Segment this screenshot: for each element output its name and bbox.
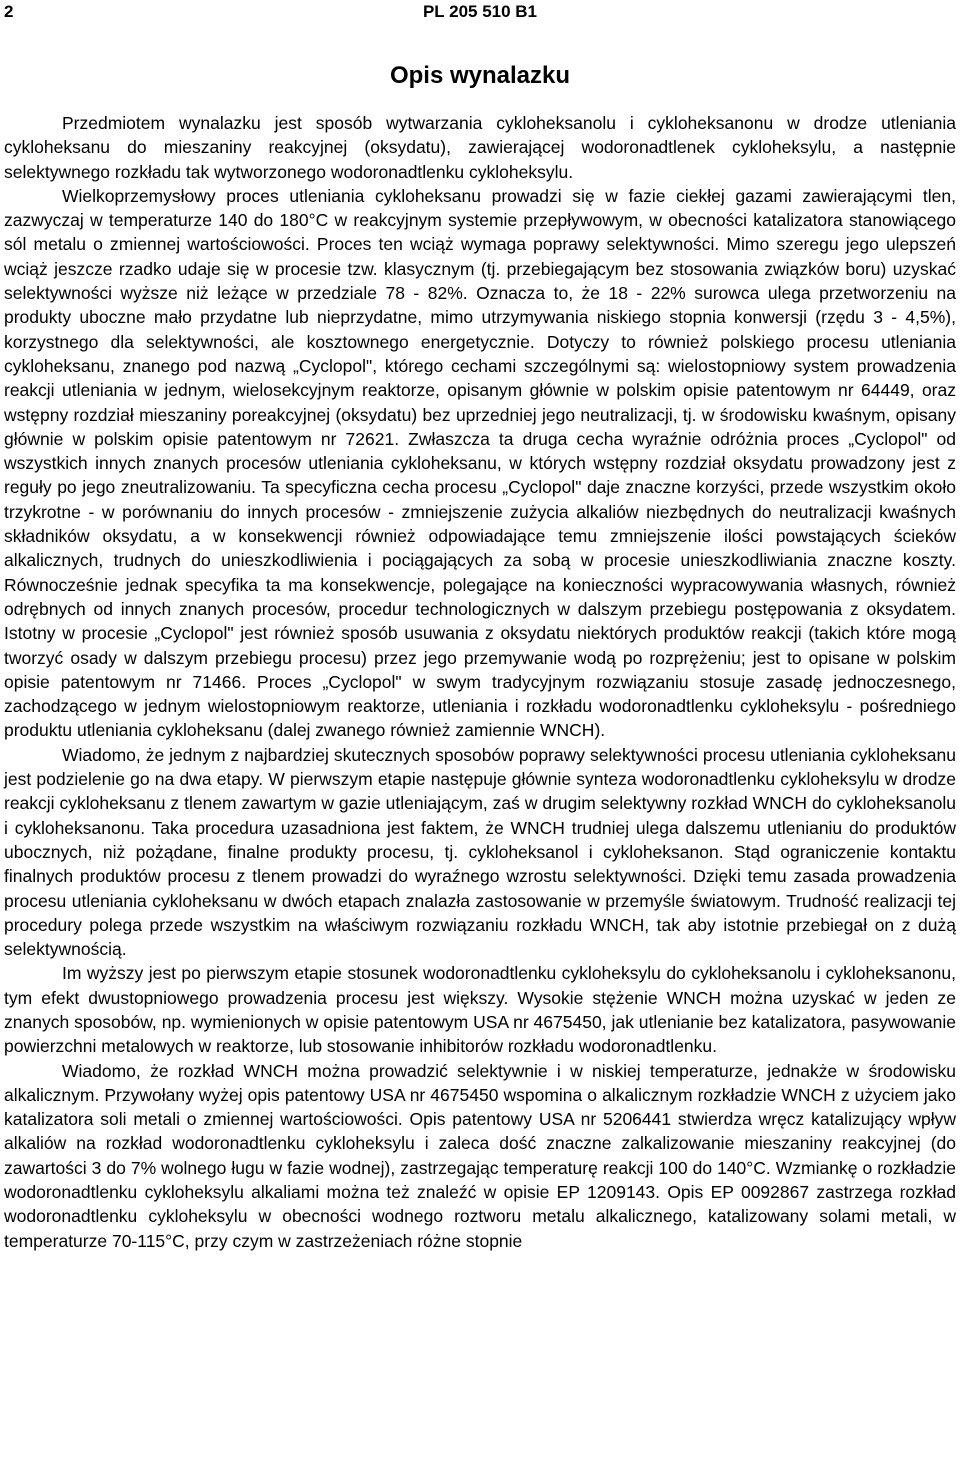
paragraph: Przedmiotem wynalazku jest sposób wytwarzania cykloheksanolu i cykloheksanonu w drodze utleniania cykloheksanu do mieszaniny reakcyjnej (oksydatu), zawierającej wodoronadtlenek cykloheksylu, a następnie selektywnego rozkładu tak wytworzonego wodoronadtlenku cykloheksylu.: [4, 113, 956, 182]
paragraph: Wiadomo, że jednym z najbardziej skutecznych sposobów poprawy selektywności procesu utleniania cykloheksanu jest podzielenie go na dwa etapy. W pierwszym etapie następuje głównie synteza wodoronadtlenku cykloheksylu w drodze reakcji cykloheksanu z tlenem zawartym w gazie utleniającym, zaś w drugim selektywny rozkład WNCH do cykloheksanolu i cykloheksanonu. Taka procedura uzasadniona jest faktem, że WNCH trudniej ulega dalszemu utlenianiu do produktów ubocznych, niż pożądane, finalne produkty procesu, tj. cykloheksanol i cykloheksanon. Stąd ograniczenie kontaktu finalnych produktów procesu z tlenem prowadzi do wyraźnego wzrostu selektywności. Dzięki temu zasada prowadzenia procesu utleniania cykloheksanu w dwóch etapach znalazła zastosowanie w przemyśle światowym. Trudność realizacji tej procedury polega przede wszystkim na właściwym rozwiązaniu rozkładu WNCH, tak aby istotnie przebiegał on z dużą selektywnością.: [4, 744, 956, 960]
document-title: Opis wynalazku: [389, 62, 571, 89]
document-body: [4, 111, 956, 1253]
page-header: [4, 2, 956, 26]
paragraph: Im wyższy jest po pierwszym etapie stosunek wodoronadtlenku cykloheksylu do cykloheksanolu i cykloheksanonu, tym efekt dwustopniowego prowadzenia procesu jest większy. Wysokie stężenie WNCH można uzyskać w jeden ze znanych sposobów, np. wymienionych w opisie patentowym USA nr 4675450, jak utlenianie bez katalizatora, pasywowanie powierzchni metalowych w reaktorze, lub stosowanie inhibitorów rozkładu wodoronadtlenku.: [4, 963, 956, 1057]
paragraph: Wielkoprzemysłowy proces utleniania cykloheksanu prowadzi się w fazie ciekłej gazami zawierającymi tlen, zazwyczaj w temperaturze 140 do 180°C w reakcyjnym systemie przepływowym, w obecności katalizatora stanowiącego sól metalu o zmiennej wartościowości. Proces ten wciąż wymaga poprawy selektywności. Mimo szeregu jego ulepszeń wciąż jeszcze rzadko udaje się w procesie tzw. klasycznym (tj. przebiegającym bez stosowania związków boru) uzyskać selektywności wyższe niż leżące w przedziale 78 - 82%. Oznacza to, że 18 - 22% surowca ulega przetworzeniu na produkty uboczne mało przydatne lub nieprzydatne, mimo utrzymywania niskiego stopnia konwersji (rzędu 3 - 4,5%), korzystnego dla selektywności, ale kosztownego energetycznie. Dotyczy to również polskiego procesu utleniania cykloheksanu, znanego pod nazwą „Cyclopol", którego cechami szczególnymi są: wielostopniowy system prowadzenia reakcji utleniania w jednym, wielosekcyjnym reaktorze, opisanym głównie w polskim opisie patentowym nr 64449, oraz wstępny rozdział mieszaniny poreakcyjnej (oksydatu) bez uprzedniej jego neutralizacji, tj. w środowisku kwaśnym, opisany głównie w polskim opisie patentowym nr 72621. Zwłaszcza ta druga cecha wyraźnie odróżnia proces „Cyclopol" od wszystkich innych znanych procesów utleniania cykloheksanu, w których wstępny rozdział oksydatu prowadzony jest z reguły po jego zneutralizowaniu. Ta specyficzna cecha procesu „Cyclopol" daje znaczne korzyści, przede wszystkim około trzykrotne - w porównaniu do innych procesów - zmniejszenie zużycia alkaliów niezbędnych do neutralizacji kwaśnych składników oksydatu, a w konsekwencji również odpowiadające temu zmniejszenie ilości powstających ścieków alkalicznych, trudnych do unieszkodliwienia i pociągających za sobą w procesie unieszkodliwiania znaczne koszty. Równocześnie jednak specyfika ta ma konsekwencje, polegające na konieczności wypracowywania własnych, również odrębnych od innych znanych procesów, procedur technologicznych w dalszym przebiegu postępowania z oksydatem. Istotny w procesie „Cyclopol" jest również sposób usuwania z oksydatu niektórych produktów reakcji (takich które mogą tworzyć osady w dalszym przebiegu procesu) przez jego przemywanie wodą po rozprężeniu; jest to opisane w polskim opisie patentowym nr 71466. Proces „Cyclopol" w swym tradycyjnym rozwiązaniu stosuje zasadę jednoczesnego, zachodzącego w jednym wielostopniowym reaktorze, utleniania i rozkładu wodoronadtlenku cykloheksylu - pośredniego produktu utleniania cykloheksanu (dalej zwanego również zamiennie WNCH).: [4, 185, 956, 741]
document-id: PL 205 510 B1: [422, 2, 538, 21]
paragraph: Wiadomo, że rozkład WNCH można prowadzić selektywnie i w niskiej temperaturze, jednakże w środowisku alkalicznym. Przywołany wyżej opis patentowy USA nr 4675450 wspomina o alkalicznym rozkładzie WNCH z użyciem jako katalizatora soli metali o zmiennej wartościowości. Opis patentowy USA nr 5206441 stwierdza wręcz katalizujący wpływ alkaliów na rozkład wodoronadtlenku cykloheksylu i zaleca dość znaczne zalkalizowanie mieszaniny reakcyjnej (do zawartości 3 do 7% wolnego ługu w fazie wodnej), zastrzegając temperaturę reakcji 100 do 140°C. Wzmiankę o rozkładzie wodoronadtlenku cykloheksylu alkaliami można też znaleźć w opisie EP 1209143. Opis EP 0092867 zastrzega rozkład wodoronadtlenku cykloheksylu w obecności wodnego roztworu metalu alkalicznego, katalizowany solami metali, w temperaturze 70-115°C, przy czym w zastrzeżeniach różne stopnie: [4, 1060, 956, 1251]
page-number: 2: [4, 2, 14, 21]
